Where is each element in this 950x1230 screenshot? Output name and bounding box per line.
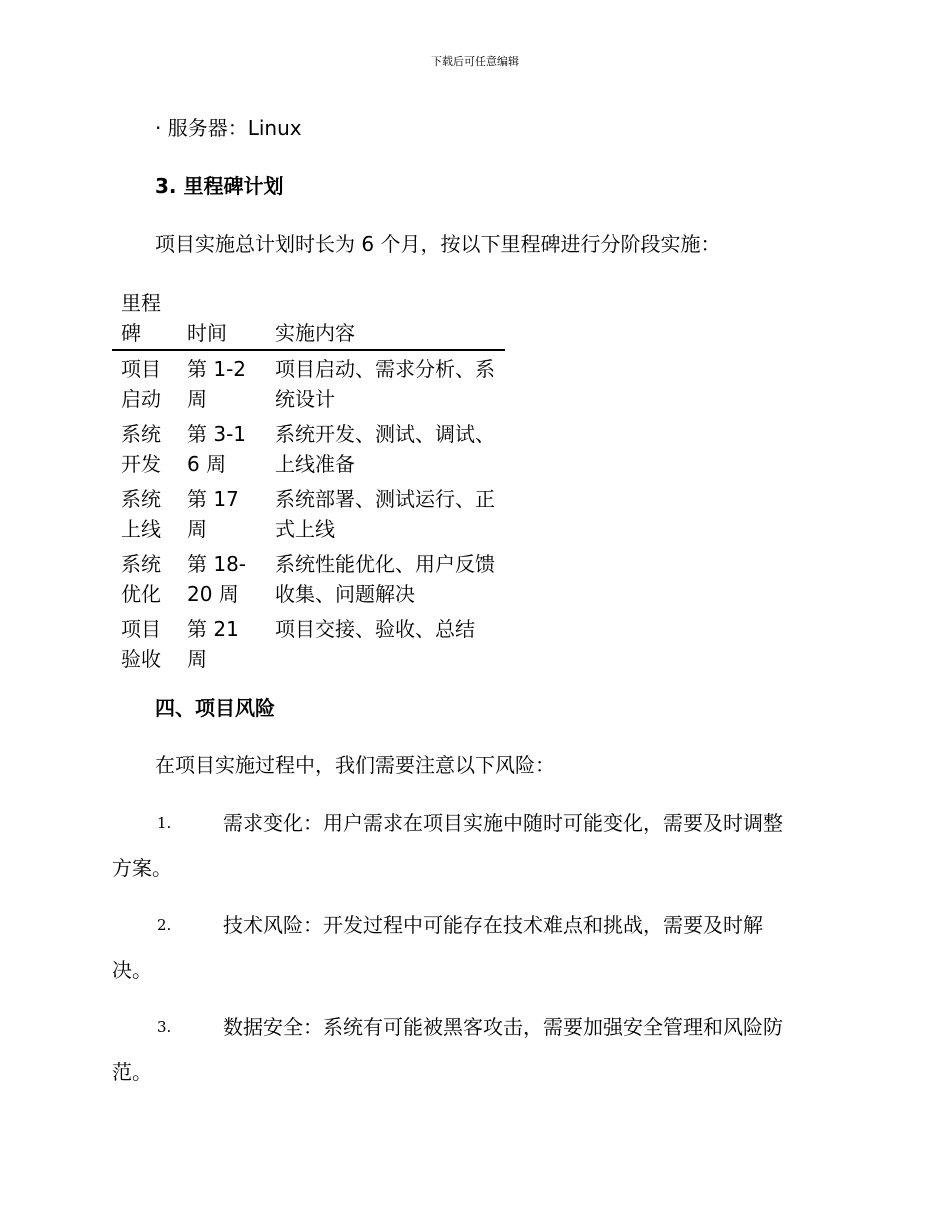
risk-text: 数据安全：系统有可能被黑客攻击，需要加强安全管理和风险防 (223, 1015, 783, 1039)
time-cell: 第 17 周 (187, 487, 239, 541)
risk-text-continued: 方案。 (112, 856, 172, 880)
column-header-time: 时间 (187, 321, 227, 345)
milestone-cell: 系统开发 (121, 422, 161, 476)
column-header-milestone: 里程碑 (121, 291, 161, 345)
risk-intro: 在项目实施过程中，我们需要注意以下风险： (155, 753, 555, 777)
milestone-intro: 项目实施总计划时长为 6 个月，按以下里程碑进行分阶段实施： (155, 232, 721, 256)
time-cell: 第 1-2 周 (187, 357, 247, 411)
risk-number: 1. (157, 814, 172, 832)
table-row (112, 350, 505, 417)
content-cell: 项目交接、验收、总结 (275, 617, 475, 641)
table-row (112, 612, 505, 677)
server-line: · 服务器：Linux (155, 116, 302, 140)
time-cell: 第 3-16 周 (187, 422, 247, 476)
risk-text-continued: 决。 (112, 958, 152, 982)
risk-text-continued: 范。 (112, 1060, 152, 1084)
risk-text: 技术风险：开发过程中可能存在技术难点和挑战，需要及时解 (223, 913, 763, 937)
content-cell: 项目启动、需求分析、系统设计 (275, 357, 495, 411)
table-row (112, 547, 505, 612)
milestone-table (112, 288, 505, 677)
milestone-cell: 项目验收 (121, 617, 161, 671)
time-cell: 第 18-20 周 (187, 552, 247, 606)
table-header-row (112, 288, 505, 350)
risk-number: 2. (157, 916, 172, 934)
content-cell: 系统开发、测试、调试、上线准备 (275, 422, 495, 476)
milestone-cell: 系统优化 (121, 552, 161, 606)
content-cell: 系统性能优化、用户反馈收集、问题解决 (275, 552, 495, 606)
header-note: 下载后可任意编辑 (431, 55, 519, 68)
table-row (112, 482, 505, 547)
risk-heading: 四、项目风险 (155, 696, 275, 720)
time-cell: 第 21 周 (187, 617, 239, 671)
column-header-content: 实施内容 (275, 321, 355, 345)
content-cell: 系统部署、测试运行、正式上线 (275, 487, 495, 541)
milestone-heading: 3. 里程碑计划 (155, 174, 284, 198)
table-row (112, 417, 505, 482)
risk-text: 需求变化：用户需求在项目实施中随时可能变化，需要及时调整 (223, 811, 783, 835)
milestone-cell: 系统上线 (121, 487, 161, 541)
risk-number: 3. (157, 1018, 172, 1036)
milestone-cell: 项目启动 (121, 357, 161, 411)
